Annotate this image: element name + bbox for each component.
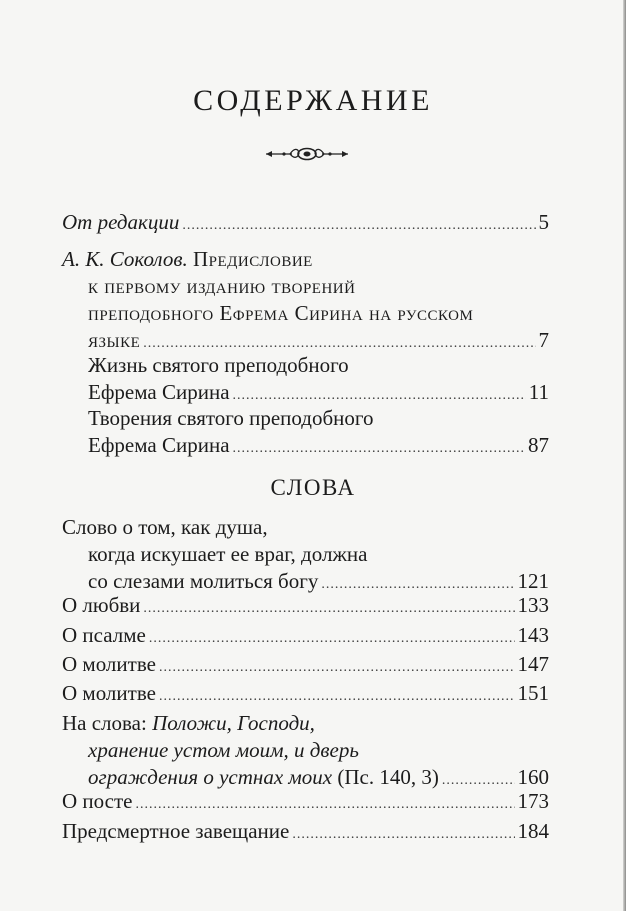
toc-page: 5 bbox=[538, 210, 549, 234]
toc-page: 147 bbox=[517, 652, 549, 676]
toc-title-line: Ефрема Сирина bbox=[88, 433, 230, 457]
toc-title-line: Творения святого преподобного bbox=[88, 406, 374, 430]
toc-entry-tvoreniya[interactable] bbox=[62, 405, 549, 459]
page-title: СОДЕРЖАНИЕ bbox=[193, 84, 433, 117]
toc-page: 184 bbox=[517, 819, 549, 843]
toc-title: О посте bbox=[62, 789, 133, 813]
toc-page: 11 bbox=[528, 380, 549, 404]
toc-leader bbox=[233, 435, 525, 462]
toc-title-line: к первому изданию творений bbox=[88, 274, 356, 298]
toc-entry-ot-redaktsii[interactable] bbox=[62, 209, 549, 236]
toc-title: От редакции bbox=[62, 210, 180, 234]
toc-prefix: На слова: bbox=[62, 711, 147, 735]
toc-title-line: хранение устом моим, и дверь bbox=[88, 738, 359, 762]
toc-leader bbox=[149, 625, 515, 652]
toc-page: 121 bbox=[517, 569, 549, 593]
toc-entry-slovo-o-tom[interactable] bbox=[62, 514, 549, 595]
toc-title: Предсмертное завещание bbox=[62, 819, 290, 843]
toc-entry-o-lyubvi[interactable] bbox=[62, 592, 549, 619]
toc-entry-predsmertnoe-zaveshchanie[interactable] bbox=[62, 818, 549, 845]
toc-entry-o-poste[interactable] bbox=[62, 788, 549, 815]
toc-title: Предисловие bbox=[192, 247, 313, 271]
toc-entry-predislovie[interactable] bbox=[62, 246, 549, 354]
toc-entry-o-psalme[interactable] bbox=[62, 622, 549, 649]
toc-entry-zhizn[interactable] bbox=[62, 352, 549, 406]
toc-page: 133 bbox=[517, 593, 549, 617]
toc-title-line: Жизнь святого преподобного bbox=[88, 353, 349, 377]
toc-page: 143 bbox=[517, 623, 549, 647]
toc-title: О молитве bbox=[62, 652, 156, 676]
toc-title-line: преподобного Ефрема Сирина на русском bbox=[88, 301, 474, 325]
toc-author: А. К. Соколов. bbox=[62, 247, 188, 271]
ornament-divider bbox=[264, 145, 350, 163]
toc-reference: (Пс. 140, 3) bbox=[337, 765, 439, 789]
toc-entry-na-slova[interactable] bbox=[62, 710, 549, 791]
toc-title: О псалме bbox=[62, 623, 146, 647]
toc-title-line: Положи, Господи, bbox=[152, 711, 315, 735]
toc-page: 87 bbox=[528, 433, 549, 457]
toc-leader bbox=[292, 821, 514, 848]
toc-title: О молитве bbox=[62, 681, 156, 705]
section-heading-slova: СЛОВА bbox=[270, 475, 356, 500]
toc-leader bbox=[159, 654, 515, 681]
toc-page: 160 bbox=[517, 765, 549, 789]
toc-title-line: когда искушает ее враг, должна bbox=[88, 542, 368, 566]
toc-page: 151 bbox=[517, 681, 549, 705]
toc-title-line: со слезами молиться богу bbox=[88, 569, 319, 593]
toc-page: 173 bbox=[517, 789, 549, 813]
toc-title-line: Слово о том, как душа, bbox=[62, 515, 268, 539]
toc-leader bbox=[136, 791, 515, 818]
toc-page: 7 bbox=[538, 328, 549, 352]
toc-title-line: Ефрема Сирина bbox=[88, 380, 230, 404]
toc-leader bbox=[159, 683, 515, 710]
toc-title: О любви bbox=[62, 593, 141, 617]
toc-title-line: ограждения о устнах моих bbox=[88, 765, 333, 789]
toc-leader bbox=[182, 212, 535, 239]
toc-entry-o-molitve-1[interactable] bbox=[62, 651, 549, 678]
toc-title-line: языке bbox=[88, 328, 141, 352]
toc-leader bbox=[143, 595, 514, 622]
toc-entry-o-molitve-2[interactable] bbox=[62, 680, 549, 707]
